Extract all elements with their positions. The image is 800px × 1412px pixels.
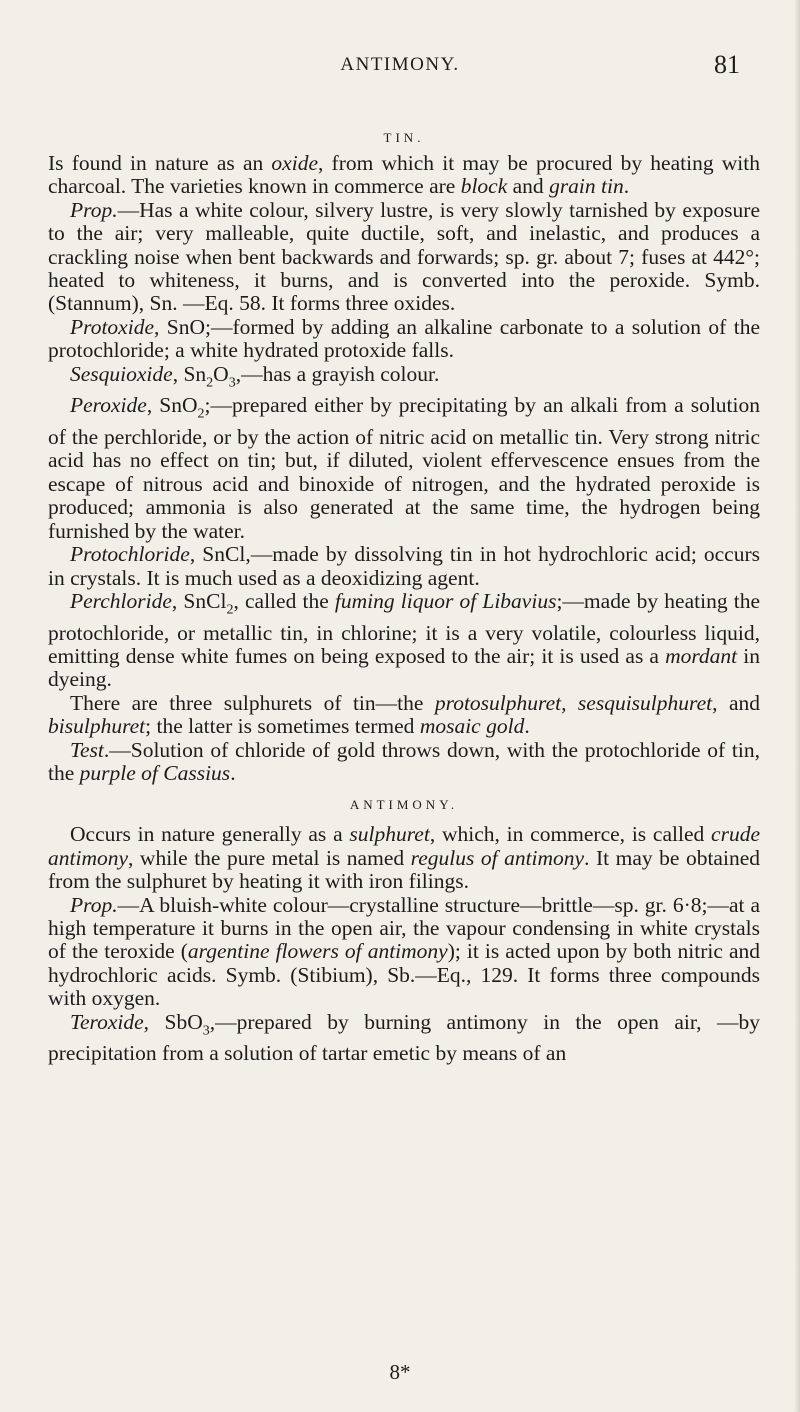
paragraph: Is found in nature as an oxide, from which it may be procured by heating with charcoal. The varieties known in commerce are block and grain tin. bbox=[48, 151, 760, 199]
italic-text: Test bbox=[70, 737, 104, 762]
section-title-tin: TIN. bbox=[383, 130, 425, 145]
italic-text: Prop. bbox=[70, 892, 118, 917]
italic-text: sulphuret bbox=[349, 822, 430, 847]
section-title-antimony: ANTIMONY. bbox=[349, 797, 459, 813]
italic-text: Perchloride bbox=[70, 588, 172, 613]
paragraph: Sesquioxide, $Sn_2O_3,—has$ a grayish colour. bbox=[70, 361, 440, 390]
subscript: 2 bbox=[197, 406, 205, 422]
italic-text: Sesquioxide bbox=[70, 361, 173, 386]
paragraph: Prop.—Has a white colour, silvery lustre, is very slowly tarnished by exposure to the air; very malleable, quite ductile, soft, and inelastic, and produces a crackling noise when bent backwards and forwards; sp. gr. about 7; fuses at 442°; heated to whiteness, it burns, and is converted into the peroxide. Symb. (Stannum), Sn. —Eq. 58. It forms three oxides. bbox=[48, 197, 760, 316]
italic-text: grain tin bbox=[549, 174, 624, 199]
subscript: 3 bbox=[228, 374, 236, 390]
italic-text: Protoxide bbox=[70, 314, 154, 339]
italic-text: Protochloride bbox=[70, 542, 190, 567]
section-tin bbox=[48, 152, 760, 785]
italic-text: bisulphuret bbox=[48, 714, 146, 739]
paragraph: Peroxide, SnO$_2$;—prepared either by precipitating by an alkali from a solution of the perchloride, or by the action of nitric acid on metallic tin. Very strong nitric acid has no effect on tin; but, if diluted, violent effervescence ensues from the escape of nitrous acid and binoxide of nitrogen, and the hydrated peroxide is produced; ammonia is also generated at the same time, the hydrogen being furnished by the water. bbox=[48, 393, 760, 543]
italic-text: purple of Cassius bbox=[79, 761, 231, 786]
paragraph: Teroxide, SbO$_3$,—prepared by burning antimony in the open air, —by precipitation from a solution of tartar emetic by means of an bbox=[48, 1009, 761, 1066]
italic-text: Teroxide bbox=[70, 1009, 144, 1034]
italic-text: protosulphuret, sesquisulphuret bbox=[434, 690, 713, 715]
section-antimony bbox=[48, 823, 760, 1065]
running-head: ANTIMONY. bbox=[340, 54, 460, 75]
italic-text: mordant bbox=[665, 644, 738, 669]
page-number: 81 bbox=[714, 50, 740, 79]
italic-text: Prop. bbox=[70, 197, 118, 222]
italic-text: oxide bbox=[271, 151, 318, 175]
subscript: 3 bbox=[202, 1023, 210, 1038]
signature-mark: 8* bbox=[389, 1360, 411, 1384]
paragraph: There are three sulphurets of tin—the protosulphuret, sesquisulphuret, and bisulphuret; the latter is sometimes termed mosaic gold. bbox=[48, 690, 760, 739]
italic-text: block bbox=[460, 174, 508, 199]
paragraph: Test.—Solution of chloride of gold throws down, with the protochloride of tin, the purple of Cassius. bbox=[48, 737, 760, 786]
paragraph: Protoxide, SnO;—formed by adding an alkaline carbonate to a solution of the protochloride; a white hydrated protoxide falls. bbox=[48, 314, 760, 363]
page-edge bbox=[794, 0, 800, 1412]
paragraph: Protochloride, SnCl,—made by dissolving tin in hot hydrochloric acid; occurs in crystals. It is much used as a deoxidizing agent. bbox=[48, 542, 760, 590]
page-body bbox=[48, 128, 760, 1066]
italic-text: crude antimony bbox=[48, 822, 760, 870]
italic-text: regulus of antimony bbox=[410, 845, 585, 870]
italic-text: argentine flowers of antimony bbox=[187, 939, 448, 964]
paragraph: Occurs in nature generally as a sulphuret, which, in commerce, is called crude antimony, while the pure metal is named regulus of antimony. It may be obtained from the sulphuret by heating it with iron filings. bbox=[48, 822, 760, 894]
subscript: 2 bbox=[206, 374, 214, 390]
italic-text: Peroxide bbox=[70, 393, 147, 418]
italic-text: fuming liquor of Libavius bbox=[334, 588, 557, 613]
paragraph: Perchloride, SnCl$_2$, called the fuming liquor of Libavius;—made by heating the protochloride, or metallic tin, in chlorine; it is a very volatile, colourless liquid, emitting dense white fumes on being exposed to the air; it is used as a mordant in dyeing. bbox=[48, 588, 760, 692]
paragraph: Prop.—A bluish-white colour—crystalline structure—brittle—sp. gr. 6·8;—at a high temperature it burns in the open air, the vapour condensing in white crystals of the teroxide (argentine flowers of antimony); it is acted upon by both nitric and hydrochloric acids. Symb. (Stibium), Sb.—Eq., 129. It forms three compounds with oxygen. bbox=[48, 892, 760, 1011]
page-header bbox=[0, 50, 800, 80]
italic-text: mosaic gold bbox=[419, 714, 525, 739]
subscript: 2 bbox=[226, 602, 234, 618]
